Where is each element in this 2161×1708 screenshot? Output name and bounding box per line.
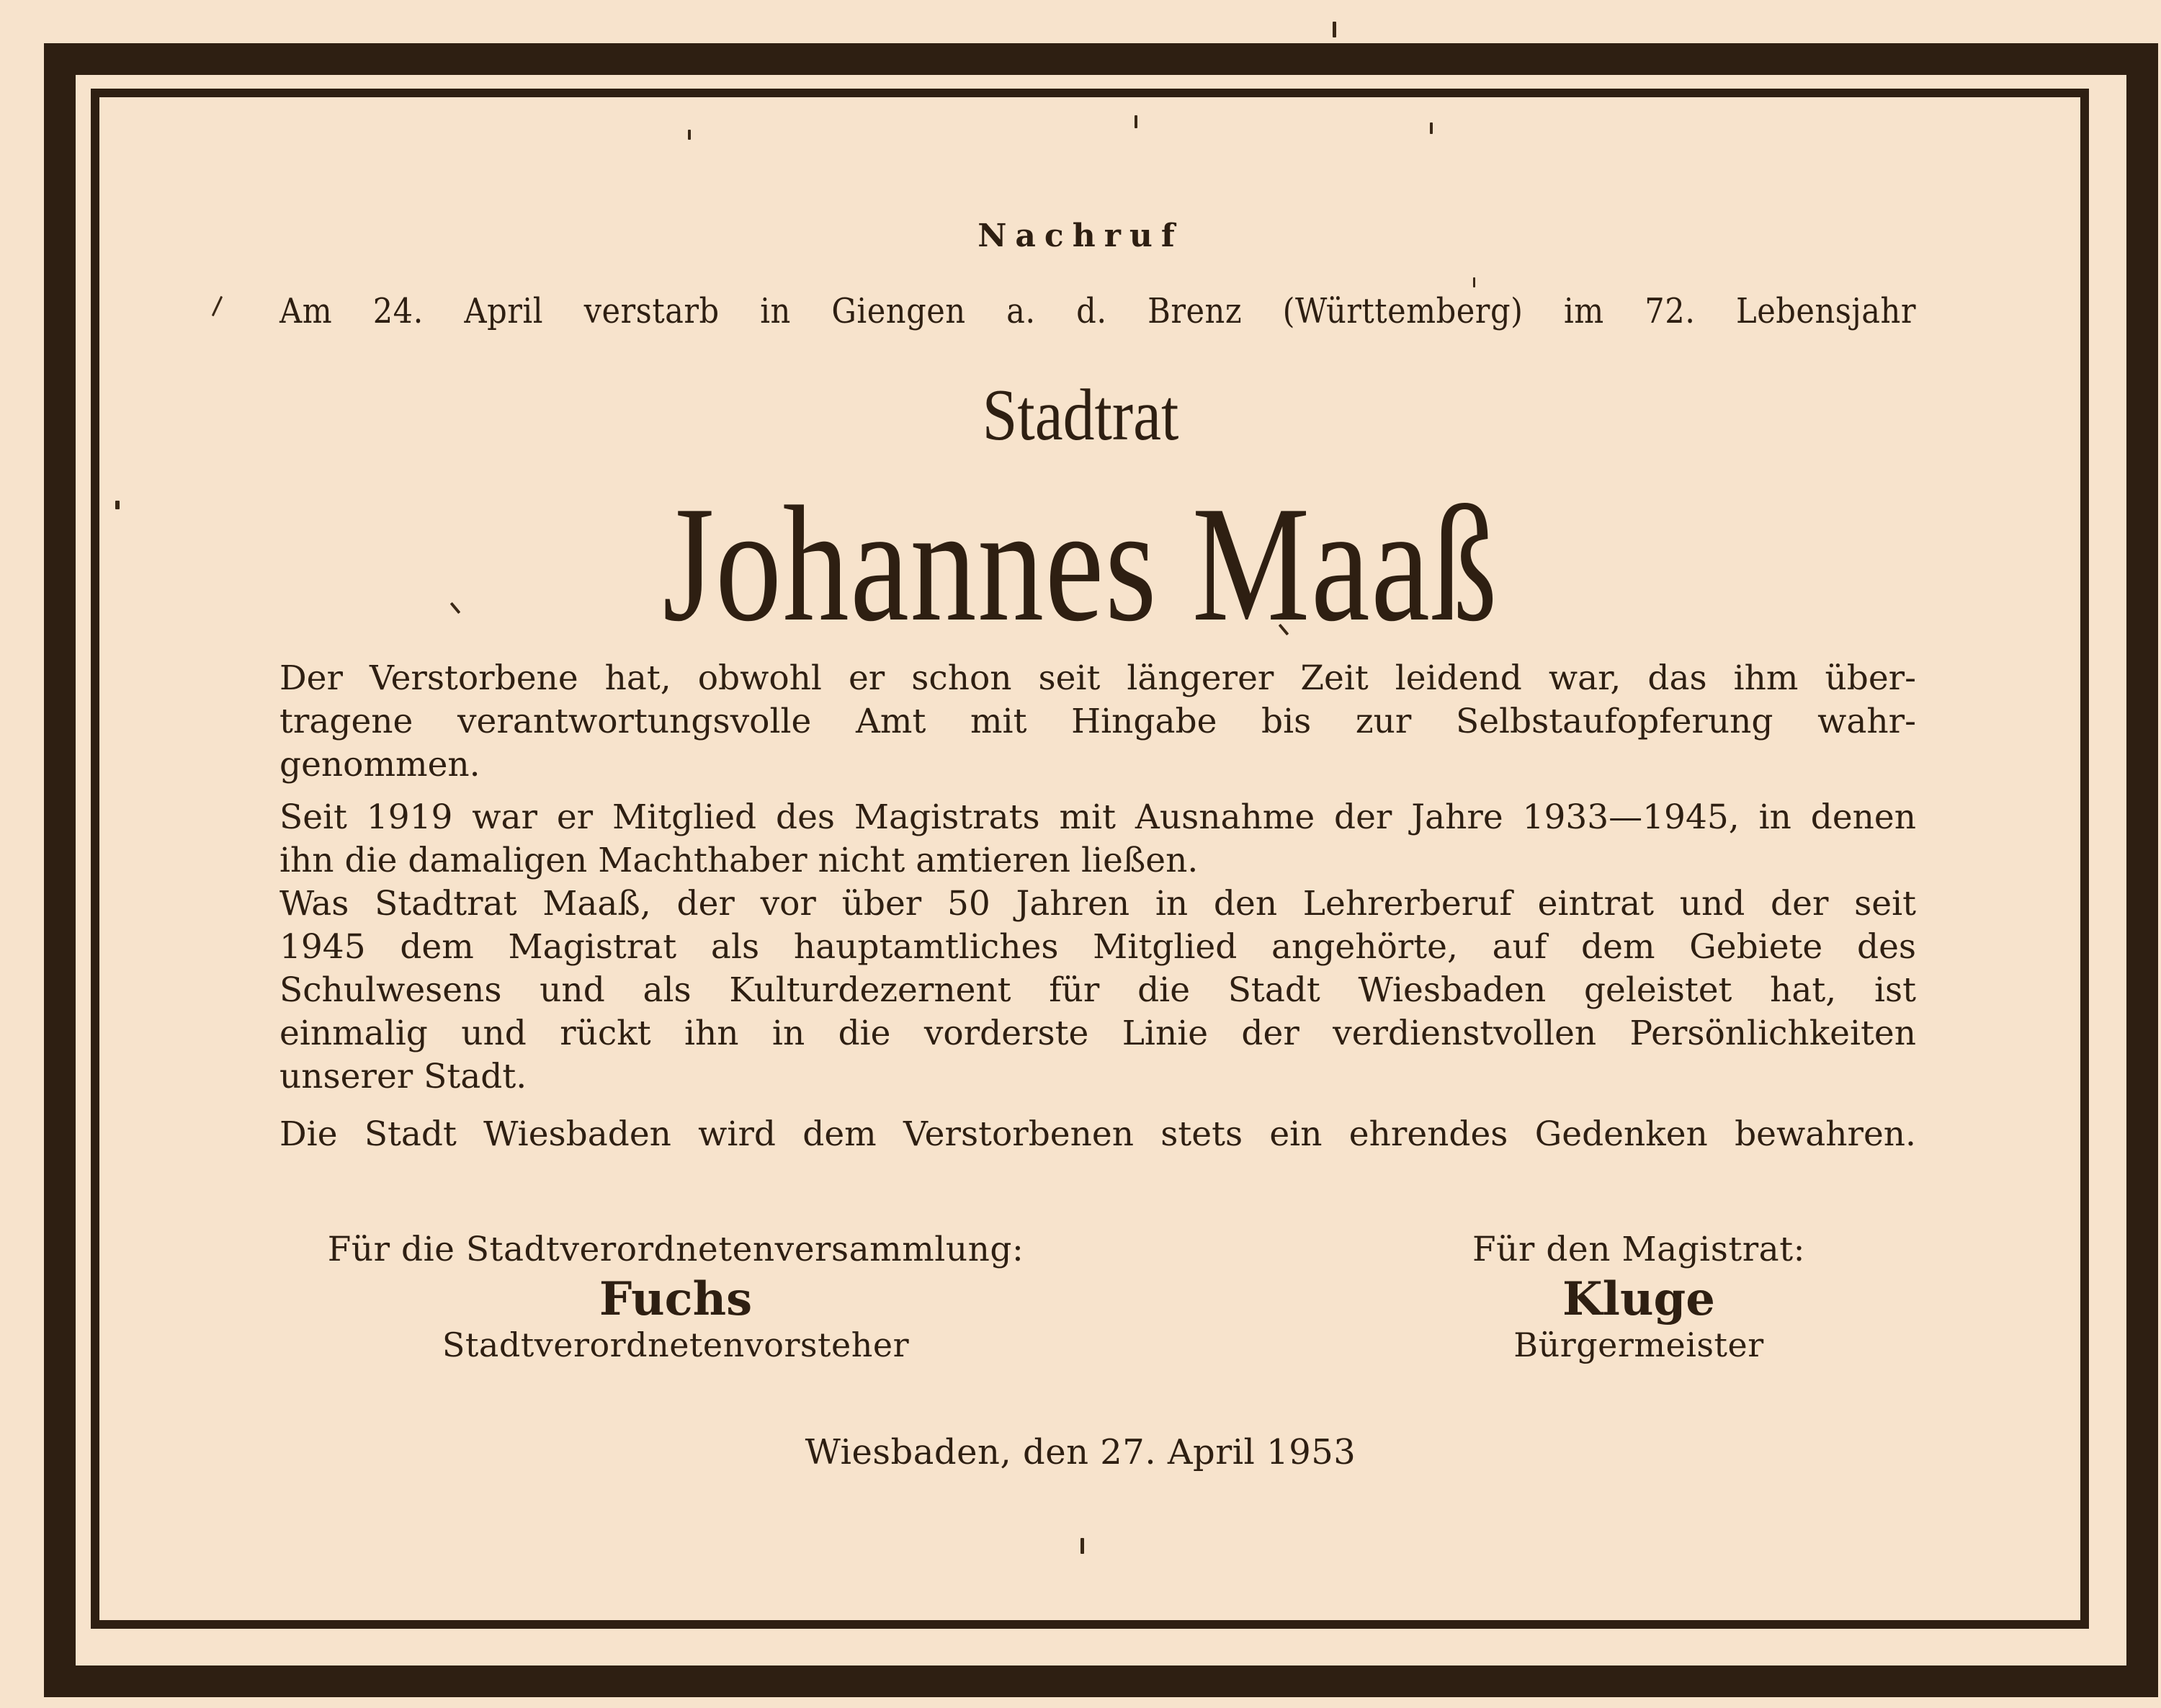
signature-label: Für die Stadtverordnetenversammlung:	[327, 1230, 1024, 1269]
text-line: Schulwesens und als Kulturdezernent für die Stadt Wiesbaden geleistet hat, ist	[279, 970, 1916, 1010]
death-announcement: Am 24. April verstarb in Giengen a. d. Brenz (Württemberg) im 72. Lebensjahr	[279, 291, 1916, 331]
paragraph-career	[279, 796, 1916, 1099]
signatory-name: Kluge	[1562, 1272, 1715, 1326]
signatory-name: Fuchs	[599, 1272, 753, 1326]
text-line: unserer Stadt.	[279, 1057, 527, 1096]
deceased-name: Johannes Maaß	[662, 472, 1499, 656]
text-line: Seit 1919 war er Mitglied des Magistrats mit Ausnahme der Jahre 1933—1945, in denen	[279, 797, 1916, 837]
paragraph-remembrance	[279, 1113, 1916, 1156]
text-line: ihn die damaligen Machthaber nicht amtieren ließen.	[279, 841, 1199, 880]
text-line: tragene verantwortungsvolle Amt mit Hingabe bis zur Selbstaufopferung wahr-	[279, 702, 1916, 741]
text-line: Die Stadt Wiesbaden wird dem Verstorbenen stets ein ehrendes Gedenken bewahren.	[279, 1114, 1916, 1154]
paragraph-service	[279, 657, 1916, 787]
text-line: 1945 dem Magistrat als hauptamtliches Mitglied angehörte, auf dem Gebiete des	[279, 927, 1916, 967]
text-line: Der Verstorbene hat, obwohl er schon seit längerer Zeit leidend war, das ihm über-	[279, 658, 1916, 698]
place-and-date: Wiesbaden, den 27. April 1953	[805, 1432, 1356, 1472]
obituary-heading: Nachruf	[977, 218, 1184, 254]
signature-magistrate	[1412, 1228, 1866, 1367]
scan-speck	[1333, 22, 1336, 37]
scan-speck	[1473, 277, 1475, 287]
scan-speck	[115, 501, 120, 509]
text-line: genommen.	[279, 745, 480, 784]
text-line: Was Stadtrat Maaß, der vor über 50 Jahren in den Lehrerberuf eintrat und der seit	[279, 884, 1916, 924]
signature-council	[279, 1228, 1072, 1367]
scan-speck	[688, 130, 691, 140]
scan-speck	[1135, 115, 1137, 128]
scan-speck	[1430, 122, 1433, 134]
signatory-role: Stadtverordnetenvorsteher	[442, 1325, 910, 1364]
signature-label: Für den Magistrat:	[1472, 1230, 1805, 1269]
text-line: einmalig und rückt ihn in die vorderste Linie der verdienstvollen Persönlichkeiten	[279, 1014, 1916, 1053]
honorific-title: Stadtrat	[982, 375, 1179, 456]
signatory-role: Bürgermeister	[1513, 1325, 1764, 1364]
scan-speck	[1080, 1538, 1084, 1554]
